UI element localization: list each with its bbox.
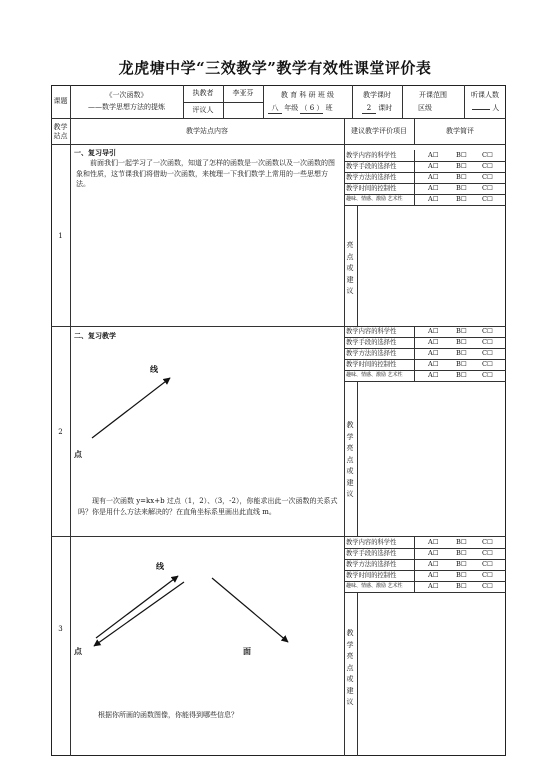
option-checkbox[interactable]: B☐	[456, 582, 467, 590]
label-line: 线	[150, 364, 158, 374]
hours-label: 教学课时	[363, 91, 391, 99]
option-checkbox[interactable]: C☐	[482, 327, 493, 335]
evaluation-header: 教学简评	[446, 127, 474, 135]
criterion: 教学方法的选择性	[346, 561, 397, 568]
section-text: 前面我们一起学习了一次函数，知道了怎样的函数是一次函数以及一次函数的图象和性质，这节课我们将借助一次函数，来梳理一下我们数学上常用的一些思想方法。	[76, 159, 335, 188]
criterion: 教学方法的选择性	[346, 174, 397, 181]
option-checkbox[interactable]: C☐	[482, 360, 493, 368]
hours-unit: 课时	[378, 104, 393, 112]
station-number: 3	[58, 625, 63, 633]
criterion: 教学时间的控制性	[346, 185, 397, 192]
grade-label: 年级	[284, 104, 299, 112]
criterion: 教学时间的控制性	[346, 572, 397, 579]
lesson-label: 课题	[53, 97, 68, 105]
option-checkbox[interactable]: C☐	[482, 173, 493, 181]
option-checkbox[interactable]: C☐	[482, 162, 493, 170]
page-title: 龙虎塘中学“三效教学”教学有效性课堂评价表	[118, 59, 432, 77]
option-checkbox[interactable]: A☐	[428, 151, 439, 159]
teacher-label: 执教者	[192, 89, 214, 97]
criterion: 趣味、情感、激励 艺术性	[346, 196, 403, 202]
option-checkbox[interactable]: A☐	[428, 195, 439, 203]
section-heading: 二、复习教学	[74, 331, 116, 340]
teacher-name: 李亚芬	[232, 89, 254, 97]
criterion: 教学时间的控制性	[346, 361, 397, 368]
option-checkbox[interactable]: B☐	[456, 195, 467, 203]
arrow-point-to-line	[92, 378, 170, 438]
option-checkbox[interactable]: C☐	[482, 371, 493, 379]
lesson-title: 《一次函数》	[105, 91, 148, 99]
option-checkbox[interactable]: C☐	[482, 571, 493, 579]
section-text: 根据你所画的函数图像，你能得到哪些信息？	[98, 711, 238, 719]
option-checkbox[interactable]: A☐	[428, 538, 439, 546]
option-checkbox[interactable]: C☐	[482, 349, 493, 357]
criterion: 教学内容的科学性	[346, 328, 397, 335]
criterion: 趣味、情感、激励 艺术性	[346, 372, 403, 378]
option-checkbox[interactable]: A☐	[428, 327, 439, 335]
evaluator-label: 评议人	[192, 106, 214, 114]
option-checkbox[interactable]: A☐	[428, 560, 439, 568]
option-checkbox[interactable]: B☐	[456, 184, 467, 192]
section-heading: 一、复习导引	[74, 148, 116, 157]
audience-label: 听课人数	[471, 91, 499, 99]
option-checkbox[interactable]: A☐	[428, 162, 439, 170]
class-label: 班	[325, 104, 333, 112]
option-checkbox[interactable]: C☐	[482, 538, 493, 546]
criterion: 教学手段的选择性	[346, 550, 397, 557]
label-point: 点	[74, 449, 82, 459]
option-checkbox[interactable]: A☐	[428, 173, 439, 181]
audience-unit: 人	[492, 104, 500, 112]
option-checkbox[interactable]: B☐	[456, 327, 467, 335]
grade-value: 八	[268, 104, 282, 114]
criterion: 教学内容的科学性	[346, 152, 397, 159]
option-checkbox[interactable]: A☐	[428, 582, 439, 590]
option-checkbox[interactable]: C☐	[482, 338, 493, 346]
option-checkbox[interactable]: A☐	[428, 349, 439, 357]
criteria-header: 建议教学评价项目	[351, 127, 407, 135]
arrow-point-to-line	[96, 576, 178, 638]
option-checkbox[interactable]: C☐	[482, 195, 493, 203]
scope-sub: 区级	[418, 104, 432, 112]
side-label: 教学亮点或建议	[346, 629, 354, 706]
option-checkbox[interactable]: C☐	[482, 151, 493, 159]
label-line: 线	[156, 561, 164, 571]
option-checkbox[interactable]: B☐	[456, 560, 467, 568]
station-number: 2	[58, 428, 63, 436]
option-checkbox[interactable]: A☐	[428, 184, 439, 192]
station-number: 1	[58, 232, 63, 240]
criterion: 教学方法的选择性	[346, 350, 397, 357]
option-checkbox[interactable]: B☐	[456, 371, 467, 379]
arrow-line-to-plane	[212, 578, 288, 642]
hours-value: 2	[362, 104, 376, 114]
option-checkbox[interactable]: C☐	[482, 184, 493, 192]
criterion: 趣味、情感、激励 艺术性	[346, 583, 403, 589]
label-plane: 面	[243, 646, 251, 656]
lesson-subtitle: ——数学思想方法的提炼	[88, 103, 165, 111]
option-checkbox[interactable]: A☐	[428, 571, 439, 579]
option-checkbox[interactable]: A☐	[428, 338, 439, 346]
side-label: 亮点或建议	[346, 241, 354, 295]
station-header: 教学站点	[53, 123, 68, 140]
content-header: 教学站点内容	[186, 127, 228, 135]
option-checkbox[interactable]: B☐	[456, 162, 467, 170]
option-checkbox[interactable]: A☐	[428, 549, 439, 557]
arrow-line-to-point	[94, 582, 184, 646]
option-checkbox[interactable]: B☐	[456, 549, 467, 557]
option-checkbox[interactable]: C☐	[482, 560, 493, 568]
option-checkbox[interactable]: B☐	[456, 151, 467, 159]
option-checkbox[interactable]: B☐	[456, 349, 467, 357]
criterion: 教学手段的选择性	[346, 163, 397, 170]
option-checkbox[interactable]: B☐	[456, 360, 467, 368]
option-checkbox[interactable]: C☐	[482, 582, 493, 590]
label-point: 点	[74, 646, 82, 656]
criterion: 教学内容的科学性	[346, 539, 397, 546]
criterion: 教学手段的选择性	[346, 339, 397, 346]
option-checkbox[interactable]: B☐	[456, 338, 467, 346]
scope-label: 开课范围	[419, 91, 447, 99]
option-checkbox[interactable]: A☐	[428, 360, 439, 368]
option-checkbox[interactable]: B☐	[456, 173, 467, 181]
section-text: 现有一次函数 y=kx+b 过点（1，2）、（3，-2），你能求出此一次函数的关系式吗？你是用什么方法来解决的？在直角坐标系里画出此直线 m。	[78, 497, 338, 516]
class-value: （ 6 ）	[300, 104, 324, 112]
option-checkbox[interactable]: B☐	[456, 571, 467, 579]
option-checkbox[interactable]: C☐	[482, 549, 493, 557]
option-checkbox[interactable]: B☐	[456, 538, 467, 546]
option-checkbox[interactable]: A☐	[428, 371, 439, 379]
subject-label: 教 育 科 研 班 级	[280, 91, 335, 99]
side-label: 教学亮点或建议	[346, 421, 354, 498]
